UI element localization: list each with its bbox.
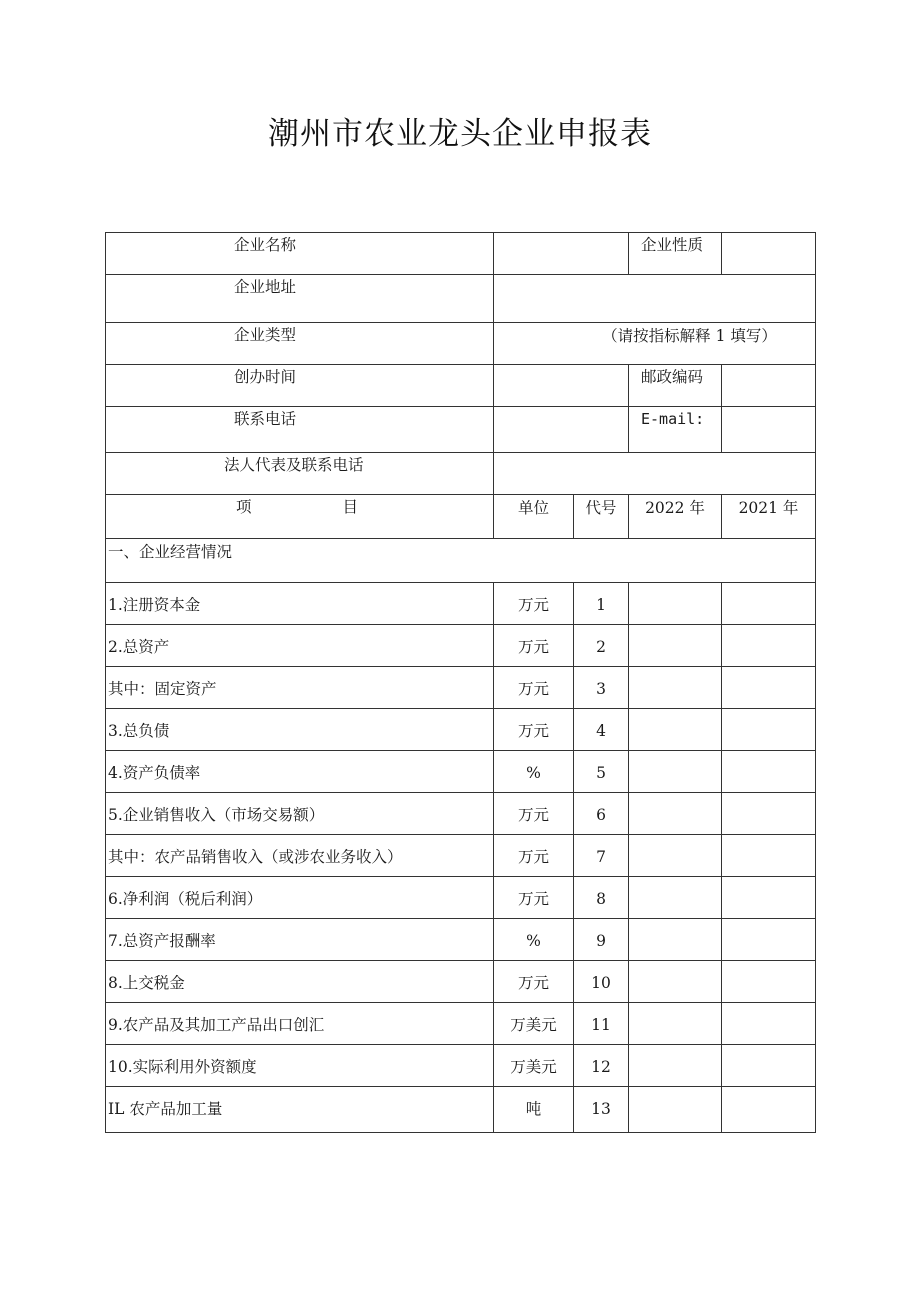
row-code: 12 bbox=[574, 1045, 629, 1087]
row-unit: 万元 bbox=[494, 667, 574, 709]
row-code: 7 bbox=[574, 835, 629, 877]
table-row bbox=[106, 751, 816, 793]
company-nature-field[interactable] bbox=[722, 233, 816, 275]
row-item-label: IL 农产品加工量 bbox=[106, 1087, 494, 1133]
row-code: 2 bbox=[574, 625, 629, 667]
table-row bbox=[106, 583, 816, 625]
row-value-2022[interactable] bbox=[629, 1045, 722, 1087]
company-nature-label: 企业性质 bbox=[629, 233, 722, 275]
row-value-2022[interactable] bbox=[629, 961, 722, 1003]
page-title: 潮州市农业龙头企业申报表 bbox=[268, 116, 652, 152]
row-code: 13 bbox=[574, 1087, 629, 1133]
table-row bbox=[106, 835, 816, 877]
row-unit: 万元 bbox=[494, 877, 574, 919]
row-value-2021[interactable] bbox=[722, 1003, 816, 1045]
table-row bbox=[106, 919, 816, 961]
row-phone bbox=[106, 407, 816, 453]
company-name-field[interactable] bbox=[494, 233, 629, 275]
row-legal-rep bbox=[106, 453, 816, 495]
header-item bbox=[106, 495, 494, 539]
row-company-address bbox=[106, 275, 816, 323]
table-row bbox=[106, 709, 816, 751]
row-value-2021[interactable] bbox=[722, 919, 816, 961]
row-item-label: 3.总负债 bbox=[106, 709, 494, 751]
row-item-label: 1.注册资本金 bbox=[106, 583, 494, 625]
row-value-2022[interactable] bbox=[629, 919, 722, 961]
row-item-label: 8.上交税金 bbox=[106, 961, 494, 1003]
row-item-label: 5.企业销售收入（市场交易额） bbox=[106, 793, 494, 835]
row-value-2022[interactable] bbox=[629, 751, 722, 793]
header-code: 代号 bbox=[574, 495, 629, 539]
row-unit: 万美元 bbox=[494, 1003, 574, 1045]
postcode-field[interactable] bbox=[722, 365, 816, 407]
legal-rep-label: 法人代表及联系电话 bbox=[106, 453, 494, 495]
email-label: E-mail: bbox=[629, 407, 722, 453]
row-code: 1 bbox=[574, 583, 629, 625]
header-item-char1: 项 bbox=[236, 498, 252, 516]
application-form-table bbox=[105, 232, 816, 1133]
row-value-2022[interactable] bbox=[629, 1087, 722, 1133]
company-type-label: 企业类型 bbox=[106, 323, 494, 365]
row-unit: 万元 bbox=[494, 709, 574, 751]
row-unit: 万元 bbox=[494, 583, 574, 625]
row-unit: 万元 bbox=[494, 961, 574, 1003]
row-item-label: 其中：农产品销售收入（或涉农业务收入） bbox=[106, 835, 494, 877]
legal-rep-field[interactable] bbox=[494, 453, 816, 495]
row-unit: % bbox=[494, 919, 574, 961]
table-row bbox=[106, 1003, 816, 1045]
table-row bbox=[106, 625, 816, 667]
row-code: 3 bbox=[574, 667, 629, 709]
table-row bbox=[106, 793, 816, 835]
row-value-2021[interactable] bbox=[722, 751, 816, 793]
row-unit: 万元 bbox=[494, 793, 574, 835]
row-code: 11 bbox=[574, 1003, 629, 1045]
table-row bbox=[106, 1045, 816, 1087]
row-value-2021[interactable] bbox=[722, 625, 816, 667]
row-value-2021[interactable] bbox=[722, 1087, 816, 1133]
row-value-2021[interactable] bbox=[722, 1045, 816, 1087]
row-value-2022[interactable] bbox=[629, 1003, 722, 1045]
row-value-2022[interactable] bbox=[629, 793, 722, 835]
postcode-label: 邮政编码 bbox=[629, 365, 722, 407]
table-header-row bbox=[106, 495, 816, 539]
founded-label: 创办时间 bbox=[106, 365, 494, 407]
row-value-2021[interactable] bbox=[722, 835, 816, 877]
row-value-2021[interactable] bbox=[722, 667, 816, 709]
row-item-label: 7.总资产报酬率 bbox=[106, 919, 494, 961]
row-value-2022[interactable] bbox=[629, 625, 722, 667]
row-company-type bbox=[106, 323, 816, 365]
row-unit: % bbox=[494, 751, 574, 793]
table-row bbox=[106, 877, 816, 919]
company-name-label: 企业名称 bbox=[106, 233, 494, 275]
header-unit: 单位 bbox=[494, 495, 574, 539]
company-address-field[interactable] bbox=[494, 275, 816, 323]
row-value-2021[interactable] bbox=[722, 877, 816, 919]
row-code: 4 bbox=[574, 709, 629, 751]
table-row bbox=[106, 1087, 816, 1133]
row-value-2021[interactable] bbox=[722, 583, 816, 625]
row-value-2022[interactable] bbox=[629, 667, 722, 709]
header-item-char2: 目 bbox=[342, 498, 358, 516]
row-item-label: 10.实际利用外资额度 bbox=[106, 1045, 494, 1087]
phone-label: 联系电话 bbox=[106, 407, 494, 453]
row-value-2022[interactable] bbox=[629, 835, 722, 877]
row-code: 5 bbox=[574, 751, 629, 793]
row-item-label: 2.总资产 bbox=[106, 625, 494, 667]
email-field[interactable] bbox=[722, 407, 816, 453]
row-value-2021[interactable] bbox=[722, 709, 816, 751]
row-item-label: 4.资产负债率 bbox=[106, 751, 494, 793]
company-type-hint[interactable]: （请按指标解释 1 填写） bbox=[494, 323, 816, 365]
header-year-2021: 2021 年 bbox=[722, 495, 816, 539]
section-row bbox=[106, 539, 816, 583]
row-value-2021[interactable] bbox=[722, 961, 816, 1003]
row-item-label: 其中：固定资产 bbox=[106, 667, 494, 709]
row-item-label: 6.净利润（税后利润） bbox=[106, 877, 494, 919]
table-row bbox=[106, 961, 816, 1003]
row-unit: 万元 bbox=[494, 835, 574, 877]
row-code: 8 bbox=[574, 877, 629, 919]
table-row bbox=[106, 667, 816, 709]
row-unit: 吨 bbox=[494, 1087, 574, 1133]
row-code: 9 bbox=[574, 919, 629, 961]
row-value-2022[interactable] bbox=[629, 709, 722, 751]
row-unit: 万元 bbox=[494, 625, 574, 667]
founded-field[interactable] bbox=[494, 365, 629, 407]
header-year-2022: 2022 年 bbox=[629, 495, 722, 539]
row-code: 6 bbox=[574, 793, 629, 835]
row-item-label: 9.农产品及其加工产品出口创汇 bbox=[106, 1003, 494, 1045]
row-value-2022[interactable] bbox=[629, 583, 722, 625]
row-value-2021[interactable] bbox=[722, 793, 816, 835]
row-unit: 万美元 bbox=[494, 1045, 574, 1087]
company-address-label: 企业地址 bbox=[106, 275, 494, 323]
row-value-2022[interactable] bbox=[629, 877, 722, 919]
phone-field[interactable] bbox=[494, 407, 629, 453]
section-heading: 一、企业经营情况 bbox=[106, 539, 816, 583]
row-code: 10 bbox=[574, 961, 629, 1003]
row-founded bbox=[106, 365, 816, 407]
row-company-name bbox=[106, 233, 816, 275]
